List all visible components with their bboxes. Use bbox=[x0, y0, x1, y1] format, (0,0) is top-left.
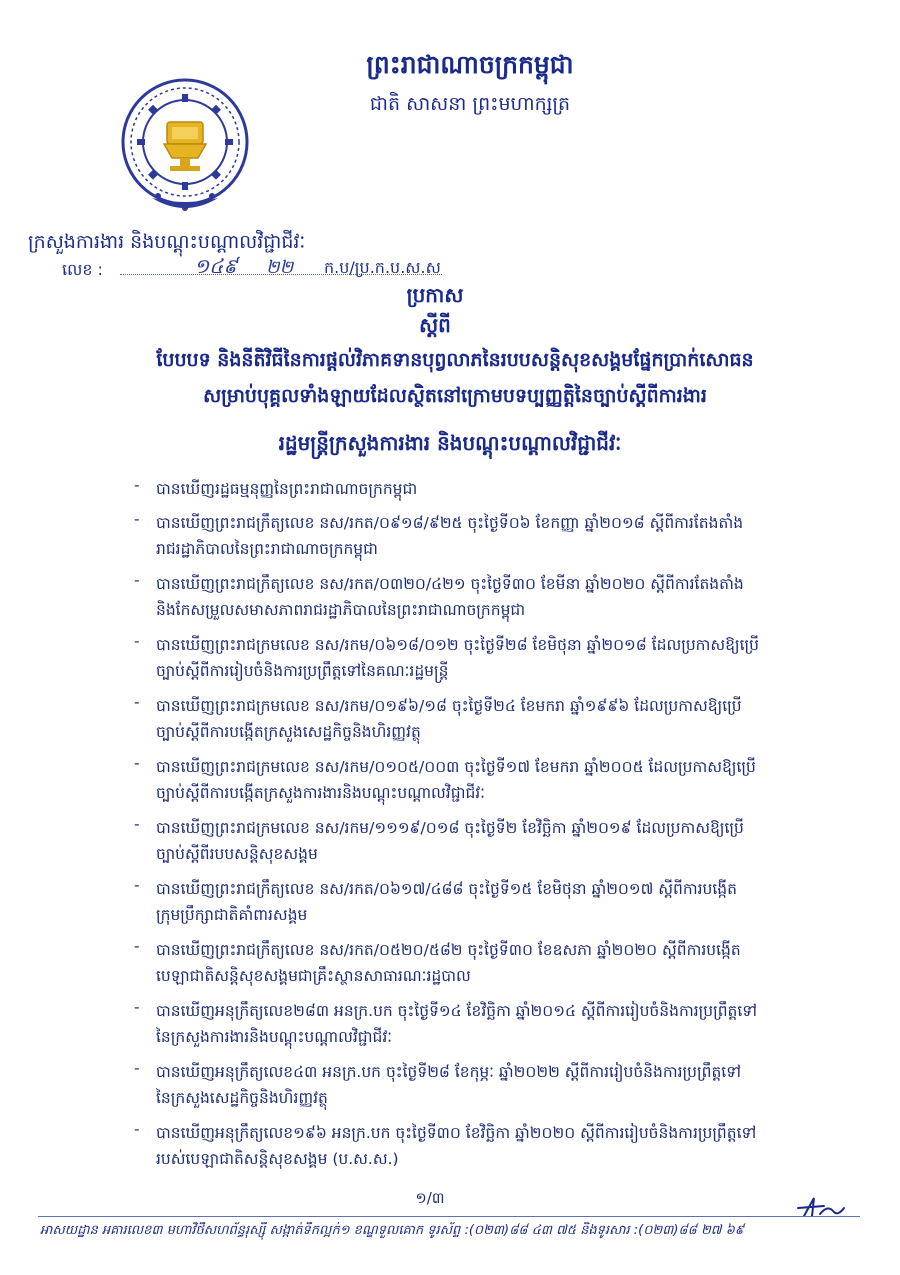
footer-address: អាសយដ្ឋាន អគារលេខ៣ មហាវិថីសហព័ន្ធរុស្ស៊ី សង្កាត់ទឹកល្អក់១ ខណ្ឌទួលគោក ទូរស័ព្ទ :(០២៣)៨៨ ៤៣ ៧៥ និងទូរសារ :(០២៣)៨៨ ២៧ ៦៩ bbox=[40, 1223, 745, 1238]
reference-code: ក.ប/ប្រ.ក.ប.ស.ស bbox=[324, 258, 441, 277]
list-item: - បានឃើញព្រះរាជក្រមលេខ នស/រកម/០១០៥/០០៣ ចុះថ្ងៃទី១៧ ខែមករា ឆ្នាំ២០០៥ ដែលប្រកាសឱ្យប្រើ ច្បាប់ស្ដីពីការបង្កើតក្រសួងការងារនិងបណ្ដុះបណ្ដាលវិជ្ជាជីវៈ bbox=[134, 754, 756, 802]
document-type: ប្រកាស bbox=[406, 283, 464, 307]
list-item: - បានឃើញព្រះរាជក្រឹត្យលេខ នស/រកត/០៩១៨/៩២៥ ចុះថ្ងៃទី០៦ ខែកញ្ញា ឆ្នាំ២០១៨ ស្ដីពីការតែងតាំង រាជរដ្ឋាភិបាលនៃព្រះរាជាណាចក្រកម្ពុជា bbox=[134, 510, 744, 558]
minister-heading: រដ្ឋមន្ត្រីក្រសួងការងារ និងបណ្ដុះបណ្ដាលវិជ្ជាជីវៈ bbox=[278, 431, 622, 455]
ministry-seal-icon bbox=[112, 72, 258, 218]
subject-line: បែបបទ និងនីតិវិធីនៃការផ្ដល់វិភាគទានបុព្វលាភនៃរបបសន្តិសុខសង្គមផ្នែកប្រាក់សោធន bbox=[156, 349, 754, 371]
list-item: - បានឃើញព្រះរាជក្រឹត្យលេខ នស/រកត/០៥២០/៥៨២ ចុះថ្ងៃទី៣០ ខែឧសភា ឆ្នាំ២០២០ ស្ដីពីការបង្កើត បេឡាជាតិសន្តិសុខសង្គមជាគ្រឹះស្ថានសាធារណៈរដ្ឋបាល bbox=[134, 937, 741, 985]
considerations-list bbox=[134, 476, 854, 1181]
document-about: ស្ដីពី bbox=[419, 313, 451, 337]
list-item: - បានឃើញអនុក្រឹត្យលេខ៤៣ អនក្រ.បក ចុះថ្ងៃទី២៨ ខែកុម្ភៈ ឆ្នាំ២០២២ ស្ដីពីការរៀបចំនិងការប្រព្រឹត្តទៅ នៃក្រសួងសេដ្ឋកិច្ចនិងហិរញ្ញវត្ថុ bbox=[134, 1059, 741, 1107]
reference-number: ១៤៩ bbox=[194, 254, 238, 278]
list-item: - បានឃើញអនុក្រឹត្យលេខ១៩៦ អនក្រ.បក ចុះថ្ងៃទី៣០ ខែវិច្ឆិកា ឆ្នាំ២០២០ ស្ដីពីការរៀបចំនិងការប្រព្រឹត្តទៅ របស់បេឡាជាតិសន្តិសុខសង្គម (ប.ស.ស.) bbox=[134, 1120, 757, 1168]
reference-line bbox=[62, 254, 482, 283]
list-item: - បានឃើញអនុក្រឹត្យលេខ២៨៣ អនក្រ.បក ចុះថ្ងៃទី១៤ ខែវិច្ឆិកា ឆ្នាំ២០១៤ ស្ដីពីការរៀបចំនិងការប្រព្រឹត្តទៅ នៃក្រសួងការងារនិងបណ្ដុះបណ្ដាលវិជ្ជាជីវៈ bbox=[134, 998, 758, 1046]
reference-year: ២២ bbox=[266, 257, 294, 278]
ministry-name: ក្រសួងការងារ និងបណ្ដុះបណ្ដាលវិជ្ជាជីវៈ bbox=[28, 231, 306, 253]
document-subject bbox=[50, 342, 860, 414]
list-item: - បានឃើញព្រះរាជក្រមលេខ នស/រកម/០១៩៦/១៨ ចុះថ្ងៃទី២៤ ខែមករា ឆ្នាំ១៩៩៦ ដែលប្រកាសឱ្យប្រើ ច្បាប់ស្ដីពីការបង្កើតក្រសួងសេដ្ឋកិច្ចនិងហិរញ្ញវត្ថុ bbox=[134, 693, 742, 741]
footer-divider bbox=[38, 1216, 860, 1217]
list-item: - បានឃើញរដ្ឋធម្មនុញ្ញនៃព្រះរាជាណាចក្រកម្ពុជា bbox=[134, 476, 418, 498]
national-motto: ជាតិ សាសនា ព្រះមហាក្សត្រ bbox=[369, 93, 571, 115]
list-item: - បានឃើញព្រះរាជក្រឹត្យលេខ នស/រកត/០៣២០/៤២១ ចុះថ្ងៃទី៣០ ខែមីនា ឆ្នាំ២០២០ ស្ដីពីការតែងតាំង និងកែសម្រួលសមាសភាពរាជរដ្ឋាភិបាលនៃព្រះរាជាណាចក្រកម្ពុជា bbox=[134, 571, 744, 619]
subject-line: សម្រាប់បុគ្គលទាំងឡាយដែលស្ថិតនៅក្រោមបទប្បញ្ញត្តិនៃច្បាប់ស្ដីពីការងារ bbox=[203, 385, 707, 407]
list-item: - បានឃើញព្រះរាជក្រមលេខ នស/រកម/០៦១៨/០១២ ចុះថ្ងៃទី២៨ ខែមិថុនា ឆ្នាំ២០១៨ ដែលប្រកាសឱ្យប្រើ ច្បាប់ស្ដីពីការរៀបចំនិងការប្រព្រឹត្តទៅនៃគណៈរដ្ឋមន្ត្រី bbox=[134, 632, 760, 680]
reference-label: លេខ : bbox=[62, 260, 103, 279]
kingdom-heading: ព្រះរាជាណាចក្រកម្ពុជា bbox=[366, 50, 574, 79]
signature-initial-icon bbox=[790, 1190, 850, 1224]
list-item: - បានឃើញព្រះរាជក្រមលេខ នស/រកម/១១១៩/០១៨ ចុះថ្ងៃទី២ ខែវិច្ឆិកា ឆ្នាំ២០១៩ ដែលប្រកាសឱ្យប្រើ ច្បាប់ស្ដីពីរបបសន្តិសុខសង្គម bbox=[134, 815, 744, 863]
list-item: - បានឃើញព្រះរាជក្រឹត្យលេខ នស/រកត/០៦១៧/៤៨៨ ចុះថ្ងៃទី១៥ ខែមិថុនា ឆ្នាំ២០១៧ ស្ដីពីការបង្កើត ក្រុមប្រឹក្សាជាតិគាំពារសង្គម bbox=[134, 876, 737, 924]
page-number: ១/៣ bbox=[415, 1189, 445, 1207]
